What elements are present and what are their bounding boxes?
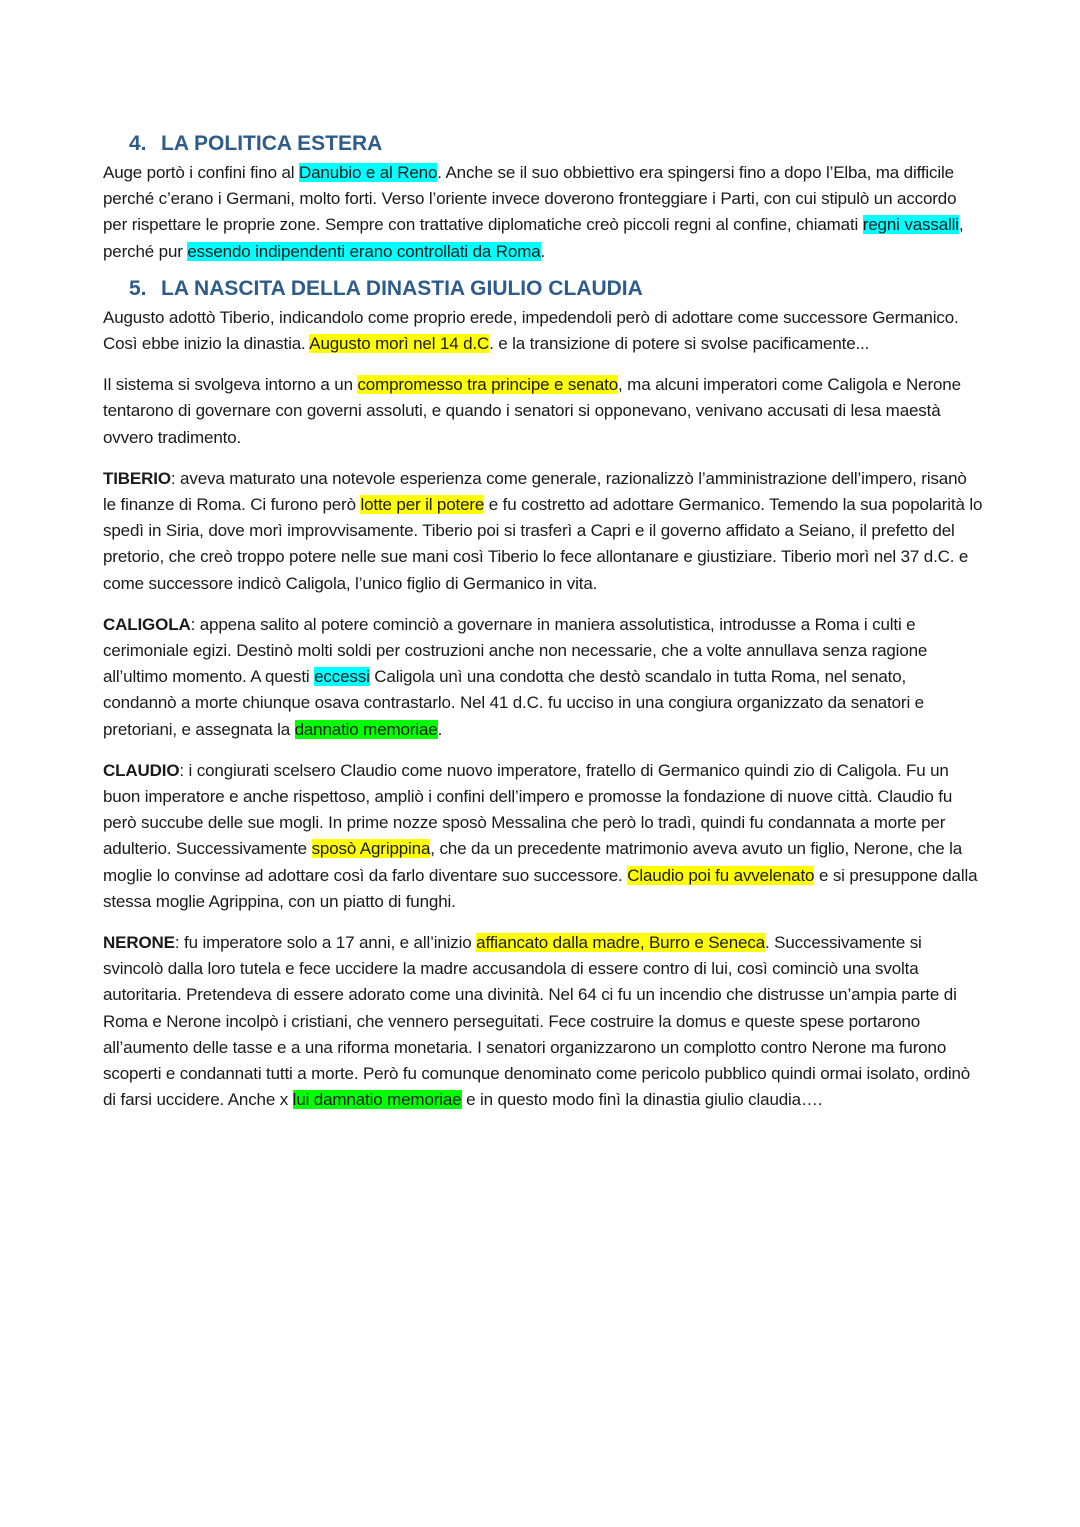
highlight-cyan: regni vassalli xyxy=(862,215,959,235)
emperor-name: NERONE xyxy=(103,933,175,953)
text-run: Caligola unì una condotta che destò scandalo in tutta Roma, nel senato, condannò a morte chiunque osava contrastarlo. Nel 41 d.C. fu ucciso in una congiura organizzato da senatori e pretoriani, e assegnata la xyxy=(103,667,924,739)
text-run: e in questo modo finì la dinastia giulio claudia…. xyxy=(461,1090,823,1110)
text-run: , ma alcuni imperatori come Caligola e Nerone tentarono di governare con governi assoluti, e quando i senatori si opponevano, venivano accusati di lesa maestà ovvero tradimento. xyxy=(103,375,961,447)
emperor-name: CALIGOLA xyxy=(103,614,191,634)
highlight-yellow: compromesso tra principe e senato xyxy=(357,375,619,395)
paragraph-tiberio xyxy=(103,466,983,597)
text-run: Auge portò i confini fino al xyxy=(103,163,299,182)
emperor-name: TIBERIO xyxy=(103,468,171,488)
highlight-green: lui damnatio memoriae xyxy=(292,1090,462,1110)
paragraph-claudio xyxy=(103,758,983,915)
section-number: 5. xyxy=(129,276,147,300)
highlight-green: dannatio memoriae xyxy=(294,719,438,739)
paragraph-nerone xyxy=(103,930,983,1113)
text-run: . Anche se il suo obbiettivo era spingersi fino a dopo l’Elba, ma difficile perché c’erano i Germani, molto forti. Verso l’oriente invece doverono fronteggiare i Parti, con cui stipulò un accordo per rispettare le proprie zone. Sempre con trattative diplomatiche creò piccoli regni al confine, chiamati xyxy=(103,163,957,235)
section-heading-politica-estera xyxy=(129,128,983,160)
text-run: Il sistema si svolgeva intorno a un xyxy=(103,375,358,395)
emperor-name: CLAUDIO xyxy=(103,760,180,780)
highlight-cyan: essendo indipendenti erano controllati da Roma xyxy=(187,241,541,261)
section-title: LA POLITICA ESTERA xyxy=(161,132,383,155)
text-run: . Successivamente si svincolò dalla loro tutela e fece uccidere la madre accusandola di essere contro di lui, così cominciò una svolta autoritaria. Pretendeva di essere adorato come una divinità. Nel 64 ci fu un incendio che distrusse un’ampia parte di Roma e Nerone incolpò i cristiani, che vennero perseguitati. Fece costruire la domus e queste spese portarono all’aumento delle tasse e a una riforma monetaria. I senatori organizzarono un complotto contro Nerone ma furono scoperti e condannati tutti a morte. Però fu comunque denominato come pericolo pubblico quindi ormai isolato, ordinò di farsi uccidere. Anche x xyxy=(103,933,971,1110)
highlight-cyan: Danubio e al Reno xyxy=(299,163,438,182)
paragraph-nascita-dinastia xyxy=(103,305,983,357)
text-run: : i congiurati scelsero Claudio come nuovo imperatore, fratello di Germanico quindi zio di Caligola. Fu un buon imperatore e anche rispettoso, ampliò i confini dell’impero e promosse la fondazione di nuove città. Claudio fu però succube delle sue mogli. In prime nozze sposò Messalina che però lo tradì, quindi fu condannata a morte per adulterio. Successivamente xyxy=(103,760,953,859)
text-run: Augusto adottò Tiberio, indicandolo come proprio erede, impedendoli però di adottare come successore Germanico. Così ebbe inizio la dinastia. xyxy=(103,307,959,354)
document-page xyxy=(103,128,983,1114)
section-number: 4. xyxy=(129,132,147,155)
text-run: : appena salito al potere cominciò a governare in maniera assolutistica, introdusse a Roma i culti e cerimoniale egizi. Destinò molti soldi per costruzioni anche non necessarie, che a volte annullava senza ragione all’ultimo momento. A questi xyxy=(103,614,928,687)
highlight-cyan: eccessi xyxy=(314,667,370,687)
highlight-yellow: Augusto morì nel 14 d.C xyxy=(309,334,490,354)
paragraph-sistema xyxy=(103,372,983,451)
text-run: . xyxy=(540,241,546,261)
highlight-yellow: lotte per il potere xyxy=(360,495,485,515)
text-run: , che da un precedente matrimonio aveva avuto un figlio, Nerone, che la moglie lo convinse ad adottare così da farlo diventare suo successore. xyxy=(103,839,963,885)
text-run: , perché pur xyxy=(103,215,964,261)
paragraph-politica-estera xyxy=(103,160,983,265)
paragraph-caligola xyxy=(103,612,983,743)
highlight-yellow: sposò Agrippina xyxy=(311,839,431,859)
text-run: . xyxy=(437,719,443,739)
text-run: . e la transizione di potere si svolse pacificamente... xyxy=(489,334,870,354)
section-heading-dinastia xyxy=(129,273,983,305)
text-run: : fu imperatore solo a 17 anni, e all’inizio xyxy=(174,933,477,953)
text-run: e si presuppone dalla stessa moglie Agrippina, con un piatto di funghi. xyxy=(103,865,978,911)
section-title: LA NASCITA DELLA DINASTIA GIULIO CLAUDIA xyxy=(161,276,643,300)
highlight-yellow: Claudio poi fu avvelenato xyxy=(627,865,815,885)
text-run: e fu costretto ad adottare Germanico. Temendo la sua popolarità lo spedì in Siria, dove morì improvvisamente. Tiberio poi si trasferì a Capri e il governo affidato a Seiano, il prefetto del pretorio, che creò troppo potere nelle sue mani così Tiberio lo fece allontanare e giustiziare. Tiberio morì nel 37 d.C. e come successore indicò Caligola, l’unico figlio di Germanico in vita. xyxy=(103,495,983,593)
text-run: : aveva maturato una notevole esperienza come generale, razionalizzò l’amministrazione dell’impero, risanò le finanze di Roma. Ci furono però xyxy=(103,468,967,515)
highlight-yellow: affiancato dalla madre, Burro e Seneca xyxy=(476,933,765,953)
